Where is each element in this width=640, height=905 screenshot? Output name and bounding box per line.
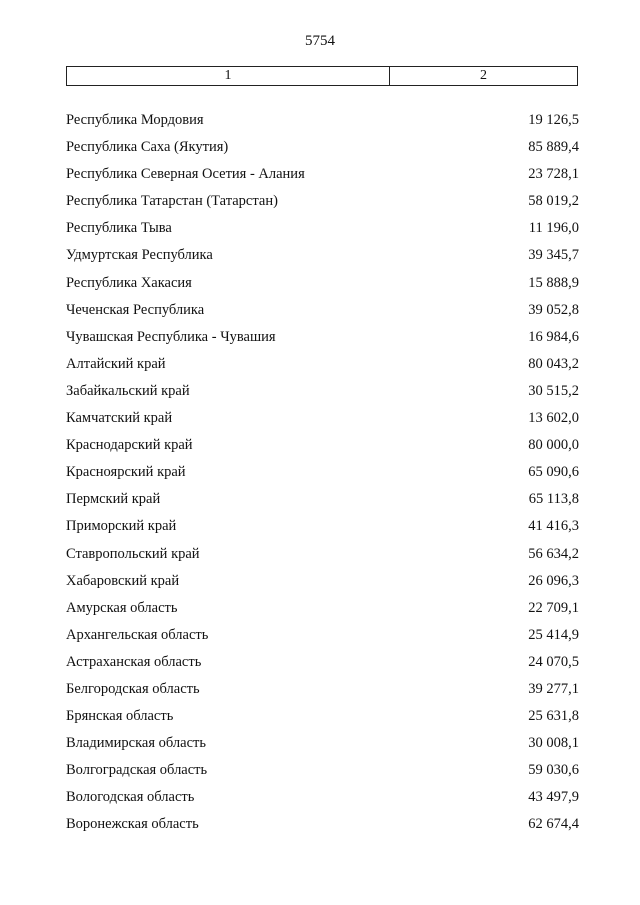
- table-row: [0, 464, 640, 491]
- region-name: Владимирская область: [66, 735, 206, 752]
- region-name: Краснодарский край: [66, 437, 193, 454]
- column-header-1: 1: [67, 67, 390, 85]
- table-row: [0, 220, 640, 247]
- table-row: [0, 816, 640, 843]
- region-value: 39 277,1: [528, 680, 579, 697]
- region-value: 30 008,1: [528, 735, 579, 752]
- table-row: [0, 275, 640, 302]
- region-name: Архангельская область: [66, 626, 209, 643]
- region-name: Хабаровский край: [66, 572, 180, 589]
- region-name: Красноярский край: [66, 464, 186, 481]
- region-name: Астраханская область: [66, 653, 202, 670]
- table-row: [0, 112, 640, 139]
- table-column-header: [66, 66, 578, 86]
- region-value: 59 030,6: [528, 762, 579, 779]
- table-row: [0, 654, 640, 681]
- table-row: [0, 573, 640, 600]
- region-value: 65 090,6: [528, 464, 579, 481]
- region-value: 25 631,8: [528, 708, 579, 725]
- region-name: Республика Тыва: [66, 220, 172, 237]
- region-value: 19 126,5: [528, 112, 579, 128]
- region-value: 26 096,3: [528, 572, 579, 589]
- region-name: Приморский край: [66, 518, 177, 535]
- table-row: [0, 139, 640, 166]
- region-name: Республика Татарстан (Татарстан): [66, 193, 278, 210]
- table-row: [0, 762, 640, 789]
- table-row: [0, 681, 640, 708]
- region-name: Воронежская область: [66, 816, 199, 833]
- table-row: [0, 302, 640, 329]
- table-row: [0, 437, 640, 464]
- region-value: 23 728,1: [528, 166, 579, 183]
- region-name: Амурская область: [66, 599, 178, 616]
- table-row: [0, 193, 640, 220]
- region-value: 39 052,8: [528, 301, 579, 318]
- region-name: Республика Мордовия: [66, 112, 204, 128]
- region-value: 65 113,8: [528, 491, 579, 508]
- region-value: 62 674,4: [528, 816, 579, 833]
- table-row: [0, 627, 640, 654]
- region-value: 13 602,0: [528, 410, 579, 427]
- region-name: Республика Северная Осетия - Алания: [66, 166, 305, 183]
- table-row: [0, 518, 640, 545]
- region-value: 16 984,6: [528, 328, 579, 345]
- region-value: 80 043,2: [528, 355, 579, 372]
- region-value: 24 070,5: [528, 653, 579, 670]
- region-name: Чувашская Республика - Чувашия: [66, 328, 276, 345]
- region-name: Вологодская область: [66, 789, 195, 806]
- region-name: Чеченская Республика: [66, 301, 205, 318]
- table-row: [0, 410, 640, 437]
- region-name: Удмуртская Республика: [66, 247, 213, 264]
- region-name: Республика Саха (Якутия): [66, 139, 229, 156]
- table-row: [0, 491, 640, 518]
- table-row: [0, 735, 640, 762]
- region-name: Брянская область: [66, 708, 174, 725]
- table-row: [0, 789, 640, 816]
- table-row: [0, 329, 640, 356]
- region-name: Республика Хакасия: [66, 274, 192, 291]
- table-row: [0, 247, 640, 274]
- region-value: 85 889,4: [528, 139, 579, 156]
- region-value: 22 709,1: [528, 599, 579, 616]
- table-row: [0, 383, 640, 410]
- region-name: Пермский край: [66, 491, 161, 508]
- table-row: [0, 356, 640, 383]
- region-value: 25 414,9: [528, 626, 579, 643]
- region-name: Алтайский край: [66, 355, 166, 372]
- region-name: Забайкальский край: [66, 382, 190, 399]
- region-value: 41 416,3: [528, 518, 579, 535]
- table-row: [0, 546, 640, 573]
- region-name: Ставропольский край: [66, 545, 200, 562]
- table-row: [0, 166, 640, 193]
- region-table: [0, 112, 640, 844]
- column-header-2: 2: [480, 68, 487, 83]
- table-row: [0, 600, 640, 627]
- region-name: Волгоградская область: [66, 762, 208, 779]
- region-value: 39 345,7: [528, 247, 579, 264]
- region-value: 56 634,2: [528, 545, 579, 562]
- region-value: 58 019,2: [528, 193, 579, 210]
- table-row: [0, 708, 640, 735]
- region-value: 11 196,0: [528, 220, 579, 237]
- region-value: 43 497,9: [528, 789, 579, 806]
- region-value: 80 000,0: [528, 437, 579, 454]
- region-value: 30 515,2: [528, 382, 579, 399]
- region-value: 15 888,9: [528, 274, 579, 291]
- page-number: 5754: [305, 33, 335, 49]
- region-name: Камчатский край: [66, 410, 173, 427]
- region-name: Белгородская область: [66, 680, 200, 697]
